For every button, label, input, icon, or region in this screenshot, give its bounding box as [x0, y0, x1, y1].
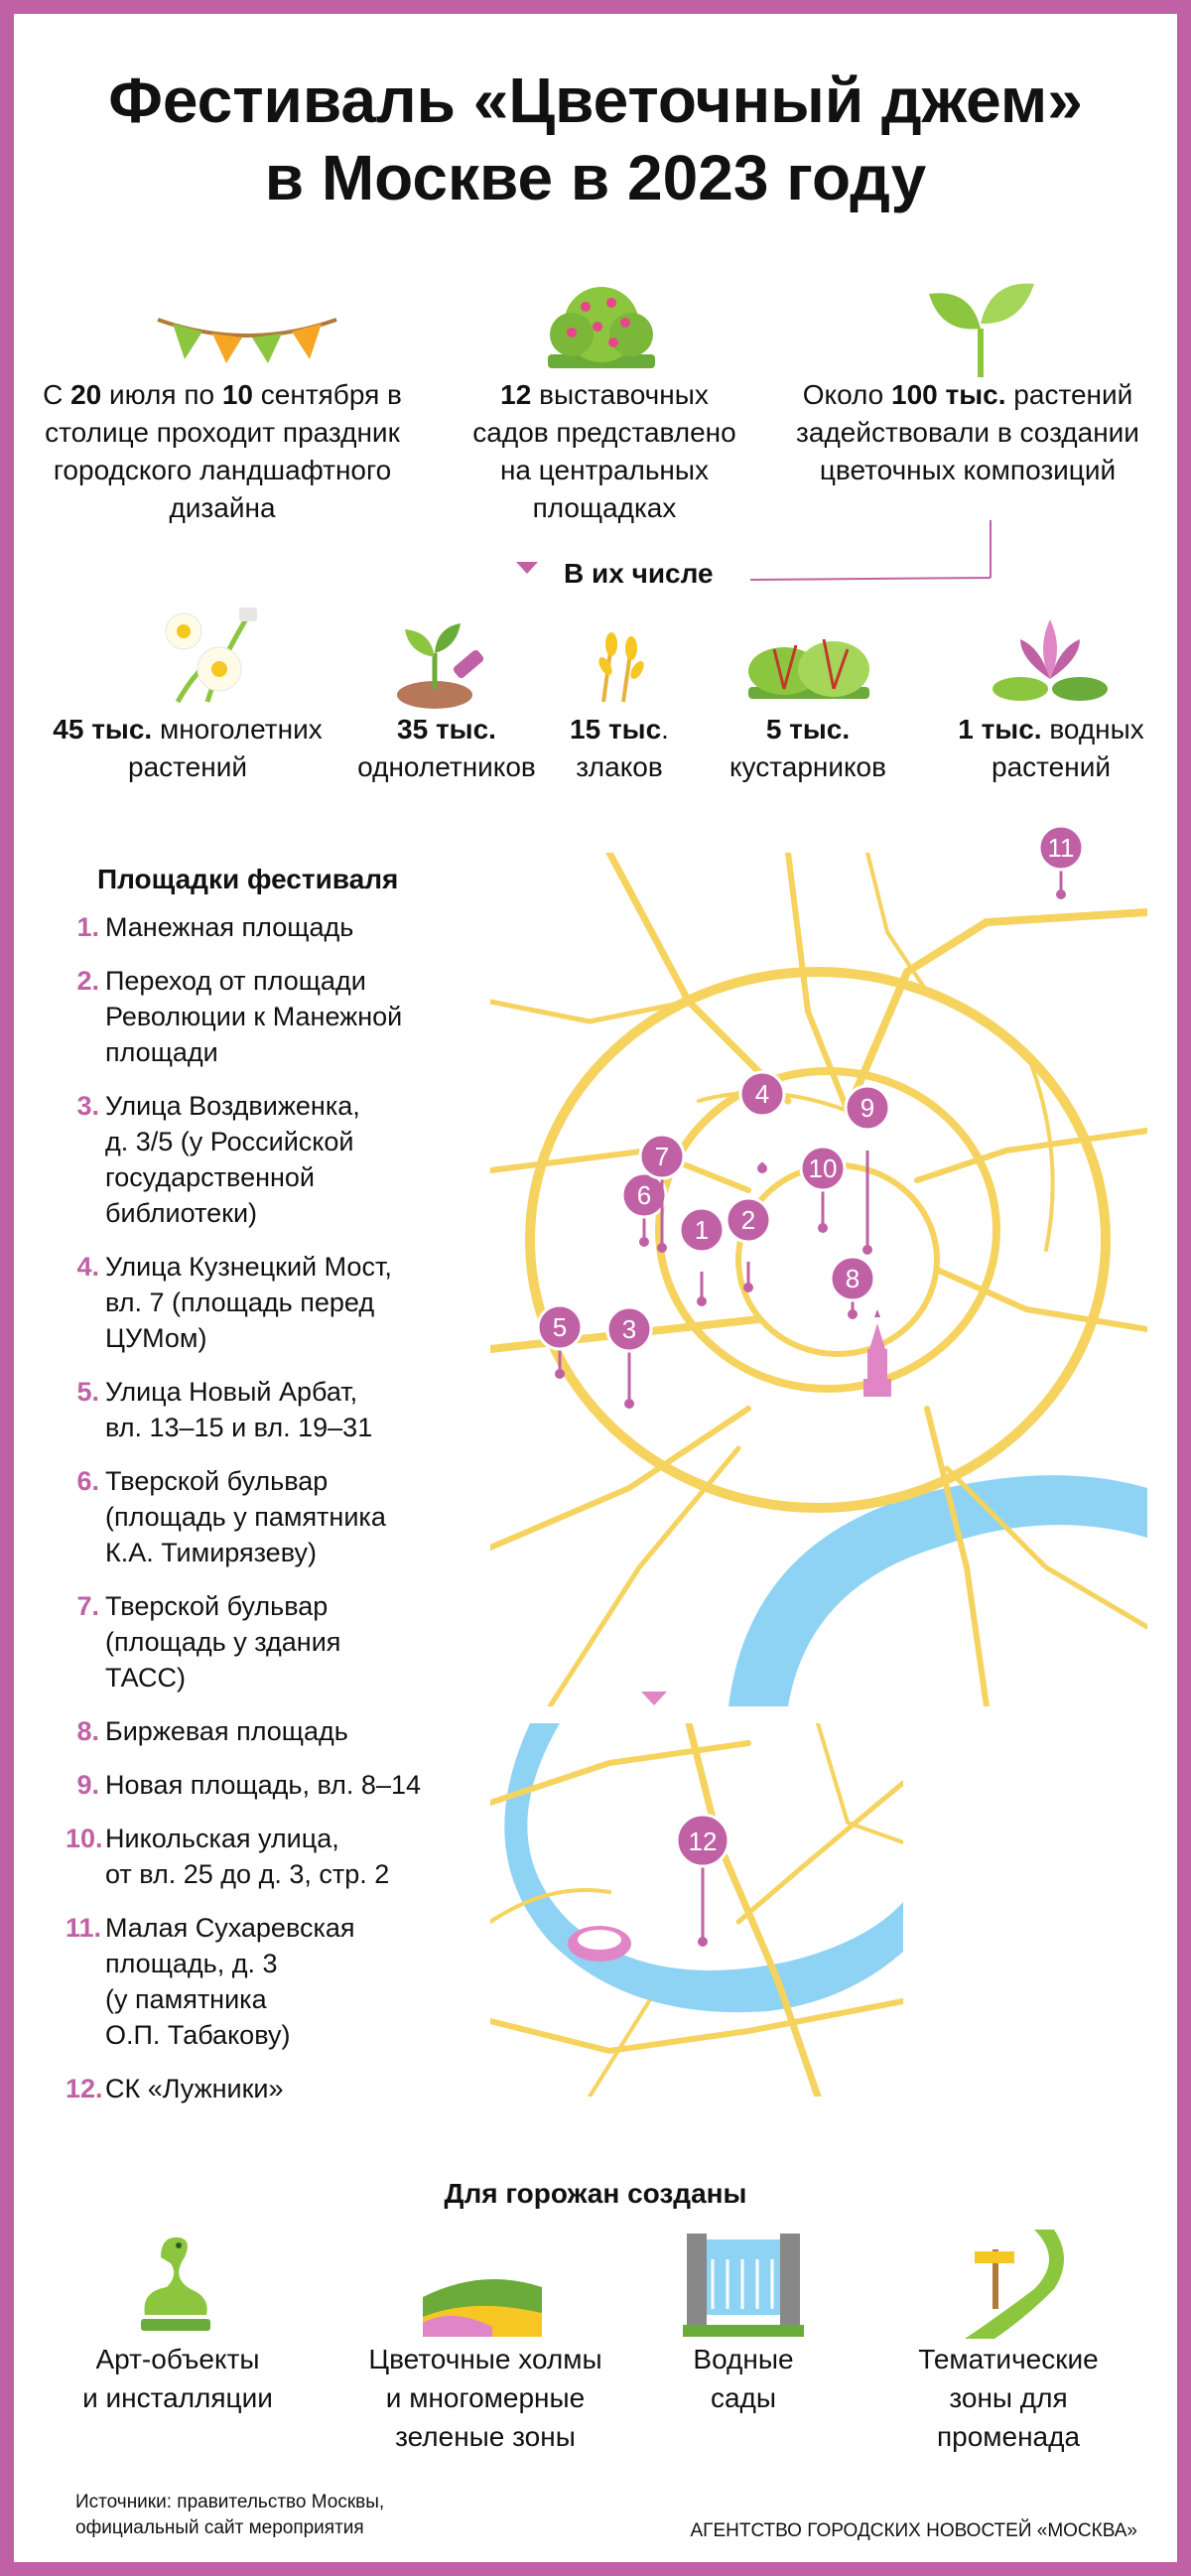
venue-line: Революции к Манежной — [105, 1002, 403, 1031]
venue-line: от вл. 25 до д. 3, стр. 2 — [105, 1859, 390, 1889]
venue-line: (площадь у здания — [105, 1627, 341, 1657]
venue-text — [105, 963, 402, 1070]
venue-item — [66, 1910, 502, 2053]
map-pin-3 — [607, 1307, 651, 1409]
agency-credit: АГЕНТСТВО ГОРОДСКИХ НОВОСТЕЙ «МОСКВА» — [690, 2520, 1137, 2541]
citizens-hills: Цветочные холмы и многомерные зеленые зоны — [368, 2344, 602, 2452]
venue-number: 3. — [76, 1091, 99, 1121]
venue-line: ТАСС) — [105, 1663, 186, 1693]
venue-item — [66, 1821, 502, 1892]
map-pin-10 — [801, 1147, 845, 1233]
venue-text — [105, 1088, 360, 1231]
fact-dates: С 20 июля по 10 сентября в столице проходит праздник городского ландшафтного дизайна — [43, 379, 402, 523]
venue-line: Улица Кузнецкий Мост, — [105, 1252, 392, 1282]
stadium-icon — [568, 1926, 631, 1962]
svg-text:11: 11 — [1047, 833, 1075, 863]
plant-stat-perennials: 45 тыс. многолетних растений — [53, 714, 323, 782]
venue-number: 11. — [66, 1913, 102, 1943]
venue-line: Новая площадь, вл. 8–14 — [105, 1770, 421, 1800]
venue-number: 7. — [76, 1591, 99, 1621]
plant-stat-cereals: 15 тыс. злаков — [570, 714, 669, 782]
map-pin-8 — [831, 1257, 874, 1319]
venue-number: 8. — [76, 1716, 99, 1746]
hills-icon — [423, 2267, 542, 2337]
fact-plants: Около 100 тыс. растений задействовали в создании цветочных композиций — [796, 379, 1139, 485]
venue-line: государственной — [105, 1162, 316, 1192]
venue-line: Никольская улица, — [105, 1824, 339, 1853]
svg-text:5: 5 — [552, 1312, 568, 1342]
map-pin-12 — [677, 1815, 728, 1947]
venue-line: площади — [105, 1037, 218, 1067]
page-title: Фестиваль «Цветочный джем» — [108, 65, 1083, 136]
svg-text:1: 1 — [694, 1215, 710, 1245]
luzhniki-map — [490, 1723, 903, 2097]
venue-line: Манежная площадь — [105, 912, 354, 942]
bush-icon — [542, 277, 661, 376]
city-map — [490, 833, 1147, 1706]
venue-line: (площадь у памятника — [105, 1502, 386, 1532]
venue-line: Переход от площади — [105, 966, 366, 996]
venue-line: (у памятника — [105, 1984, 267, 2014]
venue-line: ЦУМом) — [105, 1323, 207, 1353]
svg-text:4: 4 — [754, 1079, 770, 1109]
citizens-water: Водные сады — [693, 2344, 794, 2413]
daisy-icon — [148, 598, 267, 707]
sprout-icon — [921, 274, 1040, 377]
venue-line: К.А. Тимирязеву) — [105, 1538, 317, 1567]
kremlin-icon — [863, 1309, 891, 1397]
venue-text — [105, 909, 353, 945]
venue-item — [66, 1767, 502, 1803]
plant-stat-annuals: 35 тыс. однолетников — [357, 714, 536, 782]
venue-line: Улица Новый Арбат, — [105, 1377, 358, 1407]
venue-number: 2. — [76, 966, 99, 996]
map-link-arrow — [639, 1690, 669, 1711]
map-pin-2 — [727, 1198, 770, 1292]
map-pin-9 — [846, 1086, 889, 1255]
venue-item — [66, 963, 502, 1070]
venues-title: Площадки фестиваля — [97, 864, 399, 894]
svg-text:6: 6 — [636, 1180, 652, 1210]
venue-number: 5. — [76, 1377, 99, 1407]
venue-item — [66, 1463, 502, 1570]
venue-line: Биржевая площадь — [105, 1716, 348, 1746]
venue-line: СК «Лужники» — [105, 2074, 284, 2103]
svg-text:7: 7 — [654, 1142, 670, 1171]
map-pin-11 — [1039, 826, 1083, 899]
page-subtitle: в Москве в 2023 году — [264, 142, 927, 213]
venue-line: Тверской бульвар — [105, 1591, 329, 1621]
citizens-promenade: Тематические зоны для променада — [918, 2344, 1099, 2452]
infographic-page — [14, 14, 1177, 2562]
venue-line: вл. 13–15 и вл. 19–31 — [105, 1413, 373, 1442]
venue-item — [66, 2071, 502, 2106]
citizens-title: Для горожан созданы — [444, 2178, 747, 2209]
venue-number: 1. — [76, 912, 99, 942]
fact-gardens: 12 выставочных садов представлено на центральных площадках — [472, 379, 736, 523]
venue-line: Улица Воздвиженка, — [105, 1091, 360, 1121]
signpost-icon — [955, 2230, 1064, 2339]
venue-line: д. 3/5 (у Российской — [105, 1127, 354, 1156]
svg-text:2: 2 — [740, 1205, 756, 1235]
plant-stat-water: 1 тыс. водных растений — [958, 714, 1144, 782]
lotus-icon — [991, 610, 1110, 704]
venue-line: Малая Сухаревская — [105, 1913, 355, 1943]
venue-text — [105, 1374, 372, 1445]
venue-line: площадь, д. 3 — [105, 1949, 278, 1978]
venue-item — [66, 1088, 502, 1231]
venue-item — [66, 909, 502, 945]
venue-text — [105, 1588, 340, 1695]
svg-text:12: 12 — [688, 1827, 718, 1856]
in-number-label: В их числе — [564, 558, 714, 589]
fountain-icon — [683, 2230, 804, 2339]
venue-text — [105, 1821, 389, 1892]
venue-item — [66, 1249, 502, 1356]
plant-stat-shrubs: 5 тыс. кустарников — [728, 714, 887, 782]
venue-item — [66, 1588, 502, 1695]
map-pin-4 — [740, 1072, 784, 1173]
svg-text:9: 9 — [860, 1093, 875, 1123]
venue-text — [105, 1910, 355, 2053]
venue-line: библиотеки) — [105, 1198, 258, 1228]
venue-item — [66, 1374, 502, 1445]
garland-icon — [153, 302, 341, 371]
venue-number: 12. — [66, 2074, 103, 2103]
venue-line: вл. 7 (площадь перед — [105, 1288, 375, 1317]
seedling-icon — [395, 608, 494, 707]
venue-line: О.П. Табакову) — [105, 2020, 291, 2050]
svg-text:3: 3 — [621, 1314, 637, 1344]
venue-text — [105, 1767, 421, 1803]
venue-line: Тверской бульвар — [105, 1466, 329, 1496]
wheat-icon — [584, 624, 653, 704]
venue-number: 9. — [76, 1770, 99, 1800]
venue-number: 6. — [76, 1466, 99, 1496]
venue-item — [66, 1713, 502, 1749]
venue-text — [105, 1249, 392, 1356]
venue-text — [105, 1713, 348, 1749]
sources-note: Источники: правительство Москвы, официальный сайт мероприятия — [75, 2492, 385, 2538]
shrub-icon — [744, 619, 873, 704]
svg-text:10: 10 — [808, 1153, 838, 1183]
map-pin-5 — [538, 1305, 582, 1379]
citizens-art: Арт-объекты и инсталляции — [82, 2344, 273, 2413]
venue-text — [105, 2071, 284, 2106]
map-pin-1 — [680, 1208, 724, 1306]
swan-icon — [131, 2228, 220, 2337]
svg-text:8: 8 — [845, 1264, 860, 1293]
venue-number: 10. — [66, 1824, 103, 1853]
venue-number: 4. — [76, 1252, 99, 1282]
venue-text — [105, 1463, 386, 1570]
